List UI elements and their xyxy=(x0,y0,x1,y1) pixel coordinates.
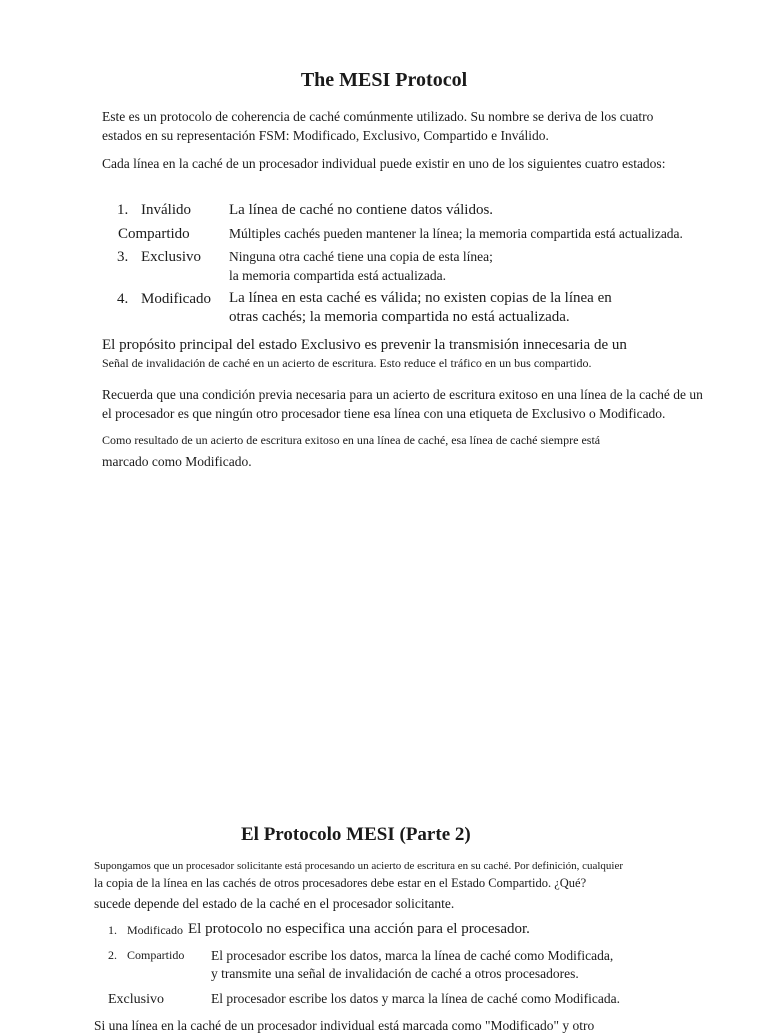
state-name-exclusive: Exclusivo xyxy=(141,249,201,265)
purpose-line: El propósito principal del estado Exclusivo es prevenir la transmisión innecesaria de un xyxy=(102,337,627,353)
purpose-line: Señal de invalidación de caché en un acierto de escritura. Esto reduce el tráfico en un bus compartido. xyxy=(102,356,592,370)
state-name-invalid: Inválido xyxy=(141,202,191,218)
state-name-modified: Modificado xyxy=(141,291,211,307)
state-number: 1. xyxy=(117,202,129,218)
intro-line: estados en su representación FSM: Modificado, Exclusivo, Compartido e Inválido. xyxy=(102,128,549,143)
item-description: El protocolo no especifica una acción para el procesador. xyxy=(188,921,530,937)
intro-line: la copia de la línea en las cachés de otros procesadores debe estar en el Estado Compartido. ¿Qué? xyxy=(94,876,587,890)
item-name-exclusive: Exclusivo xyxy=(108,992,164,1007)
intro-line: Supongamos que un procesador solicitante está procesando un acierto de escritura en su caché. Por definición, cualquier xyxy=(94,860,624,872)
state-number: 3. xyxy=(117,249,129,265)
item-description: El procesador escribe los datos, marca la línea de caché como Modificada, xyxy=(211,948,614,963)
state-description: otras cachés; la memoria compartida no está actualizada. xyxy=(229,309,570,325)
result-line: marcado como Modificado. xyxy=(102,454,252,469)
state-description: La línea en esta caché es válida; no existen copias de la línea en xyxy=(229,290,612,306)
item-name-shared: Compartido xyxy=(127,948,185,962)
section-title: El Protocolo MESI (Parte 2) xyxy=(241,824,471,845)
state-number: 4. xyxy=(117,291,129,307)
state-description: la memoria compartida está actualizada. xyxy=(229,268,447,283)
item-number: 1. xyxy=(108,923,117,937)
state-description: Múltiples cachés pueden mantener la línea; la memoria compartida está actualizada. xyxy=(229,226,683,241)
page-title: The MESI Protocol xyxy=(300,69,468,91)
intro-line: sucede depende del estado de la caché en el procesador solicitante. xyxy=(94,896,455,911)
recall-line: el procesador es que ningún otro procesador tiene esa línea con una etiqueta de Exclusivo o Modificado. xyxy=(102,406,666,421)
result-line: Como resultado de un acierto de escritura exitoso en una línea de caché, esa línea de caché siempre está xyxy=(102,433,601,447)
state-name-shared: Compartido xyxy=(118,226,190,242)
cut-off-line: Si una línea en la caché de un procesador individual está marcada como "Modificado" y otro xyxy=(94,1018,595,1033)
item-description: y transmite una señal de invalidación de caché a otros procesadores. xyxy=(211,966,579,981)
item-description: El procesador escribe los datos y marca la línea de caché como Modificada. xyxy=(211,991,620,1006)
intro-line: Este es un protocolo de coherencia de caché comúnmente utilizado. Su nombre se deriva de los cuatro xyxy=(102,109,654,124)
state-description: Ninguna otra caché tiene una copia de esta línea; xyxy=(229,249,493,264)
item-name-modified: Modificado xyxy=(127,923,183,937)
item-number: 2. xyxy=(108,948,117,962)
recall-line: Recuerda que una condición previa necesaria para un acierto de escritura exitoso en una línea de la caché de un xyxy=(102,387,703,402)
intro-paragraph: Cada línea en la caché de un procesador individual puede existir en uno de los siguientes cuatro estados: xyxy=(102,156,666,171)
state-description: La línea de caché no contiene datos válidos. xyxy=(229,202,494,218)
